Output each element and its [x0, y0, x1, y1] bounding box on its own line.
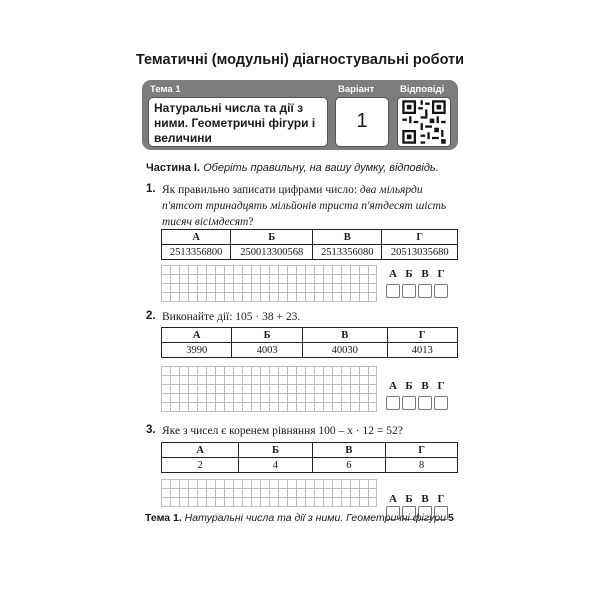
answer-box[interactable]	[418, 396, 432, 410]
option-value: 6	[312, 458, 386, 473]
question-text: Як правильно записати цифрами число: два мільярди п'ятсот тринадцять мільйонів триста п'ятдесят шість тисяч вісімдесят?	[162, 184, 447, 228]
option-value: 250013300568	[231, 245, 313, 260]
variant-label: Варіант	[338, 84, 375, 95]
option-letter: А	[162, 230, 231, 245]
option-value: 2513356080	[313, 245, 382, 260]
option-value: 4003	[232, 343, 302, 358]
answer-box[interactable]	[386, 284, 400, 298]
qr-code[interactable]	[397, 97, 451, 147]
qr-code-icon	[398, 98, 450, 146]
part-text: Оберіть правильну, на вашу думку, відповідь.	[203, 162, 439, 174]
answer-boxes	[386, 284, 450, 303]
topic-title: Натуральні числа та дії з ними. Геометричні фігури і величини	[148, 97, 328, 147]
answers-label: Відповіді	[400, 84, 445, 95]
answer-box[interactable]	[434, 284, 448, 298]
option-letter: Б	[231, 230, 313, 245]
answer-box[interactable]	[402, 396, 416, 410]
answer-boxes	[386, 396, 450, 415]
option-value: 40030	[302, 343, 387, 358]
answer-letters: А Б В Г	[389, 268, 445, 280]
option-letter: А	[162, 443, 239, 458]
scratch-grid[interactable]	[161, 479, 377, 507]
footer-text: Натуральні числа та дії з ними. Геометричні фігури	[184, 512, 446, 524]
option-value: 2	[162, 458, 239, 473]
option-value: 20513035680	[382, 245, 458, 260]
question-text: Виконайте дії: 105 · 38 + 23.	[162, 311, 301, 323]
question-number: 1.	[146, 183, 156, 195]
option-letter: Г	[386, 443, 458, 458]
page-title: Тематичні (модульні) діагностувальні роботи	[135, 52, 465, 68]
variant-number: 1	[335, 97, 389, 147]
options-table	[161, 442, 458, 473]
part-label: Частина І.	[146, 162, 201, 174]
part-instruction	[146, 162, 439, 174]
option-letter: В	[312, 443, 386, 458]
answer-box[interactable]	[386, 396, 400, 410]
option-value: 3990	[162, 343, 232, 358]
option-letter: Б	[232, 328, 302, 343]
option-letter: В	[313, 230, 382, 245]
option-value: 8	[386, 458, 458, 473]
answer-box[interactable]	[418, 284, 432, 298]
question-number: 2.	[146, 310, 156, 322]
options-table	[161, 327, 458, 358]
option-letter: Г	[382, 230, 458, 245]
answer-letters: А Б В Г	[389, 380, 445, 392]
answer-letters: А Б В Г	[389, 493, 445, 505]
footer-topic: Тема 1.	[145, 512, 182, 524]
option-letter: В	[302, 328, 387, 343]
option-value: 4013	[387, 343, 457, 358]
answer-box[interactable]	[434, 396, 448, 410]
scratch-grid[interactable]	[161, 265, 377, 302]
options-table	[161, 229, 458, 260]
question-number: 3.	[146, 424, 156, 436]
question-text: Яке з чисел є коренем рівняння 100 – x · 12 = 52?	[162, 425, 403, 437]
option-value: 2513356800	[162, 245, 231, 260]
scratch-grid[interactable]	[161, 366, 377, 412]
option-letter: Б	[239, 443, 312, 458]
page-number: 5	[448, 512, 454, 524]
page-footer	[145, 512, 446, 524]
option-value: 4	[239, 458, 312, 473]
answer-box[interactable]	[402, 284, 416, 298]
option-letter: А	[162, 328, 232, 343]
topic-label: Тема 1	[150, 84, 181, 95]
option-letter: Г	[387, 328, 457, 343]
